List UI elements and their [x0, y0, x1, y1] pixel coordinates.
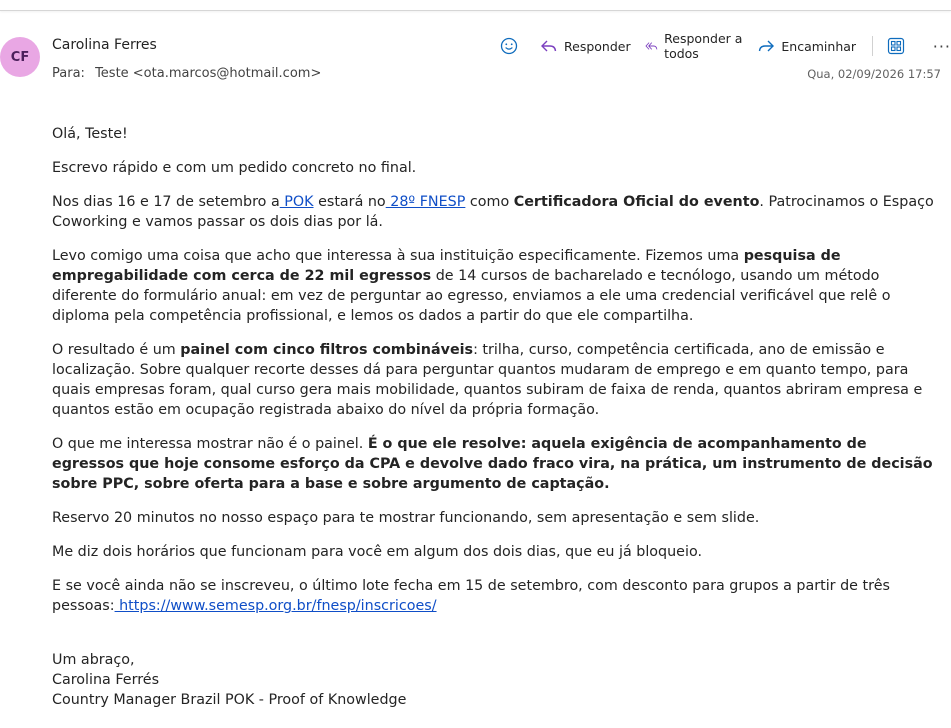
paragraph-registration [52, 576, 937, 616]
recipient-line [52, 66, 321, 81]
top-toolbar-strip [0, 0, 951, 11]
pok-link[interactable]: POK [279, 194, 314, 210]
sender-name[interactable]: Carolina Ferres [52, 37, 157, 53]
reply-all-label: Responder a todos [664, 31, 743, 61]
text: E se você ainda não se inscreveu, o último lote fecha em 15 de setembro, com desconto para grupos a partir de três pessoas: [52, 578, 890, 614]
recipient-address[interactable]: Teste <ota.marcos@hotmail.com> [95, 66, 322, 81]
paragraph-dashboard [52, 340, 937, 420]
text: estará no [313, 194, 386, 210]
bold-text: É o que ele resolve: aquela exigência de acompanhamento de egressos que hoje consome esforço da CPA e devolve dado fraco vira, na prática, um instrumento de decisão sobre PPC, sobre oferta para a base e sobre argumento de captação. [52, 436, 933, 492]
signature-name: Carolina Ferrés [52, 672, 160, 688]
paragraph-value [52, 434, 937, 494]
paragraph-schedule: Me diz dois horários que funcionam para você em algum dos dois dias, que eu já bloqueio. [52, 544, 702, 560]
apps-icon [887, 37, 905, 55]
paragraph-meeting: Reservo 20 minutos no nosso espaço para te mostrar funcionando, sem apresentação e sem slide. [52, 510, 760, 526]
paragraph-event [52, 192, 937, 232]
registration-link[interactable]: https://www.semesp.org.br/fnesp/inscricoes/ [114, 598, 437, 614]
reply-all-button[interactable] [645, 31, 744, 61]
reply-button[interactable] [540, 38, 631, 54]
forward-label: Encaminhar [781, 38, 857, 54]
text: O resultado é um [52, 342, 181, 358]
fnesp-link[interactable]: 28º FNESP [385, 194, 466, 210]
reply-all-icon [645, 38, 659, 54]
signature [52, 650, 937, 710]
avatar[interactable] [0, 37, 40, 77]
text: Levo comigo uma coisa que acho que interessa à sua instituição especificamente. Fizemos uma [52, 248, 744, 264]
message-actions [500, 31, 951, 61]
reply-arrow-icon [540, 38, 558, 54]
more-actions-icon[interactable]: ··· [932, 36, 951, 56]
bold-text: Certificadora Oficial do evento [513, 194, 760, 210]
message-date: Qua, 02/09/2026 17:57 [807, 67, 941, 81]
reaction-button[interactable] [500, 37, 524, 55]
text: Nos dias 16 e 17 de setembro a [52, 194, 280, 210]
text: O que me interessa mostrar não é o painel. [52, 436, 368, 452]
text: : trilha, curso, competência certificada, ano de emissão e localização. Sobre qualquer recorte desses dá para perguntar quantos mudaram de emprego e em quanto tempo, para quais empresas foram, qual curso gera mais mobilidade, quantos subiram de faixa de renda, quantos abriram empresa e quantos estão em ocupação registrada abaixo do nível da própria formação. [52, 342, 923, 418]
message-body [52, 124, 937, 710]
forward-button[interactable] [757, 38, 856, 54]
bold-text: painel com cinco filtros combináveis [180, 342, 474, 358]
greeting: Olá, Teste! [52, 126, 128, 142]
bold-text: pesquisa de empregabilidade com cerca de 22 mil egressos [52, 248, 841, 284]
paragraph-intro: Escrevo rápido e com um pedido concreto no final. [52, 160, 417, 176]
text: . Patrocinamos o Espaço Coworking e vamos passar os dois dias por lá. [52, 194, 934, 230]
text: de 14 cursos de bacharelado e tecnólogo, usando um método diferente do formulário anual: em vez de perguntar ao egresso, enviamos a ele uma credencial verificável que relê o diploma pela competência profissional, e lemos os dados a partir do que ele compartilha. [52, 268, 891, 324]
to-label: Para: [52, 66, 85, 81]
toolbar-divider [872, 36, 873, 56]
signature-title: Country Manager Brazil POK - Proof of Knowledge [52, 692, 407, 708]
forward-arrow-icon [757, 38, 775, 54]
apps-button[interactable] [887, 37, 911, 55]
reply-label: Responder [564, 38, 631, 54]
text: como [465, 194, 514, 210]
avatar-initials: CF [10, 49, 30, 65]
paragraph-research [52, 246, 937, 326]
smiley-icon [500, 37, 518, 55]
signature-closing: Um abraço, [52, 652, 135, 668]
